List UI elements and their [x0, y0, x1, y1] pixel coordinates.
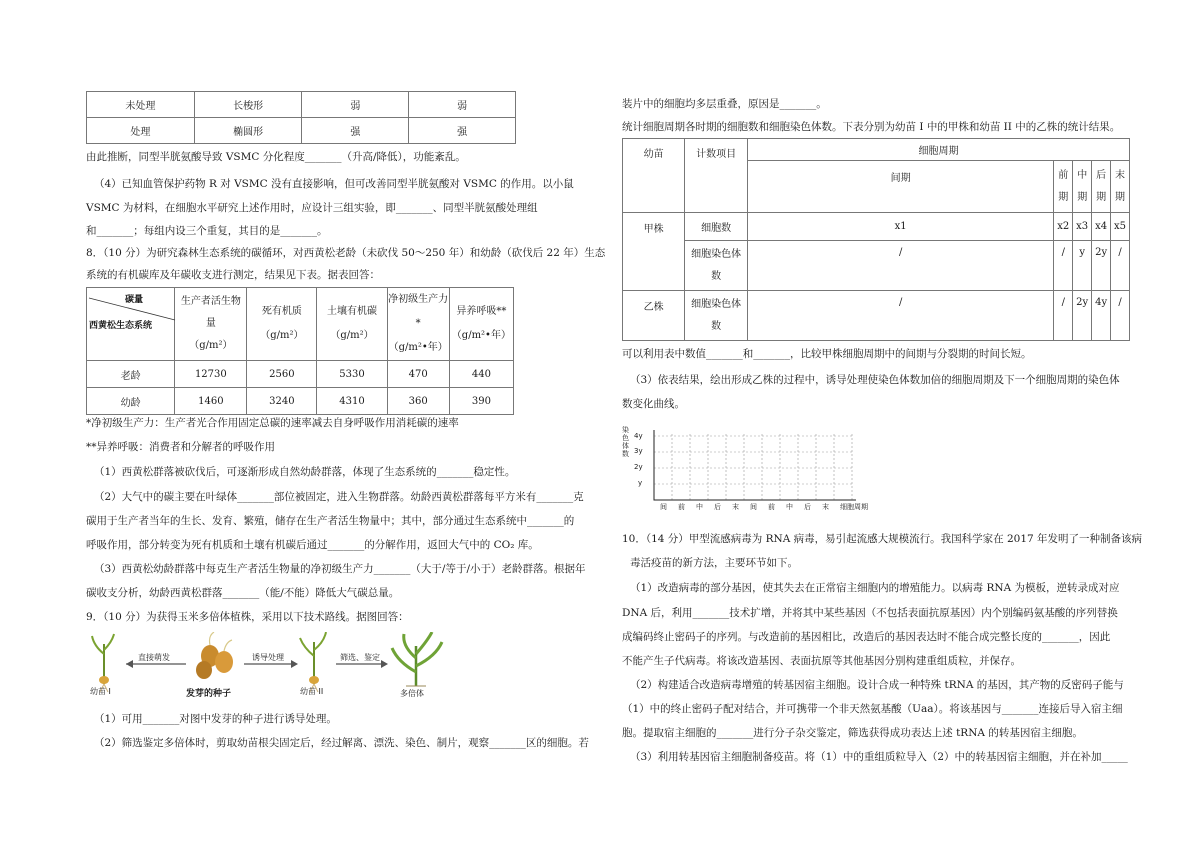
text-line: 系统的有机碳库及年碳收支进行测定，结果见下表。据表回答： [86, 269, 380, 281]
phase-cell [1092, 161, 1111, 213]
question-8-heading: 8．（10 分）为研究森林生态系统的碳循环，对西黄松老龄（未砍伐 50～250 年）和幼龄（砍伐后 22 年）生态 [86, 247, 606, 259]
value-cell: / [748, 291, 1054, 341]
table-cell: 处理 [87, 118, 195, 144]
header-text: （g/m²） [189, 340, 233, 351]
x-tick-label: 后 [714, 503, 721, 511]
x-tick-label: 末 [732, 503, 739, 511]
item-cell [685, 291, 748, 341]
header-cell [175, 288, 247, 361]
flow-label-direct: 直接萌发 [138, 653, 170, 662]
text-line: 成编码终止密码子的序列。与改造前的基因相比，改造后的基因表达时不能合成完整长度的_______，因此 [622, 631, 1111, 643]
text-line: （3）西黄松幼龄群落中每克生产者活生物量的净初级生产力_______（大于/等于/小于）老龄群落。根据年 [94, 563, 586, 575]
diag-top-label: 碳量 [125, 295, 144, 305]
header-text: （g/m²•年） [388, 342, 448, 353]
value-cell: x5 [1111, 213, 1130, 241]
text-line: （1）中的终止密码子配对结合，并可携带一个非天然氨基酸（Uaa）。将该基因与_______连接后导入宿主细 [622, 703, 1123, 715]
text-line: （1）改造病毒的部分基因，使其失去在正常宿主细胞内的增殖能力。以病毒 RNA 为模板，逆转录成对应 [630, 582, 1120, 594]
table-cell: 390 [449, 388, 513, 415]
text-line: 装片中的细胞均多层重叠，原因是_______。 [622, 98, 827, 110]
value-cell: / [748, 241, 1054, 291]
chromosome-graph [620, 422, 870, 514]
seed-label: 发芽的种子 [186, 689, 232, 699]
text-line: 呼吸作用，部分转变为死有机质和土壤有机碳后通过_______的分解作用，返回大气中的 CO₂ 库。 [86, 539, 539, 551]
table-cell: 幼龄 [87, 388, 175, 415]
text-line: 胞。提取宿主细胞的_______进行分子杂交鉴定，筛选获得成功表达上述 tRNA 的转基因宿主细胞。 [622, 727, 1083, 739]
item-cell [685, 241, 748, 291]
text-line: 数变化曲线。 [622, 398, 685, 410]
flow-label-induce: 诱导处理 [252, 653, 284, 662]
phase-label: 后期 [1096, 169, 1107, 203]
corn-flow-diagram [86, 632, 466, 698]
value-cell: 2y [1092, 241, 1111, 291]
diag-bottom-label: 西黄松生态系统 [89, 321, 153, 331]
header-cell [247, 288, 317, 361]
table-cell: 强 [302, 118, 409, 144]
text-line: （1）西黄松群落被砍伐后，可逐渐形成自然幼龄群落，体现了生态系统的_______稳定性。 [94, 466, 516, 478]
seedling-1-label: 幼苗 I [90, 687, 111, 696]
table-cell: 440 [449, 361, 513, 388]
graph-grid [620, 422, 870, 514]
phase-label: 末期 [1115, 169, 1126, 203]
seedling-2-icon [300, 632, 326, 692]
value-cell: / [1054, 291, 1073, 341]
phase-cell [1054, 161, 1073, 213]
phase-label: 前期 [1058, 169, 1069, 203]
text-line: 由此推断，同型半胱氨酸导致 VSMC 分化程度_______（升高/降低），功能紊乱。 [86, 151, 466, 163]
x-tick-label: 后 [804, 503, 811, 511]
item-cell: 细胞数 [685, 213, 748, 241]
table-cell: 360 [387, 388, 449, 415]
polyploid-label: 多倍体 [400, 689, 424, 698]
table-cell: 2560 [247, 361, 317, 388]
x-axis-label: 细胞周期 [840, 503, 868, 511]
text-line: 统计细胞周期各时期的细胞数和细胞染色体数。下表分别为幼苗 I 中的甲株和幼苗 II 中的乙株的统计结果。 [622, 121, 1121, 133]
phase-cell [1073, 161, 1092, 213]
value-cell: 2y [1073, 291, 1092, 341]
table-cell: 12730 [175, 361, 247, 388]
x-tick-label: 前 [678, 503, 685, 511]
table-cell: 5330 [317, 361, 387, 388]
value-cell: x4 [1092, 213, 1111, 241]
text-line: （2）构建适合改造病毒增殖的转基因宿主细胞。设计合成一种特殊 tRNA 的基因，其产物的反密码子能与 [630, 679, 1124, 691]
table-cell: 1460 [175, 388, 247, 415]
seedling-2-label: 幼苗 II [300, 687, 324, 696]
text-line: 可以利用表中数值_______和_______，比较甲株细胞周期中的间期与分裂期的时间长短。 [622, 348, 1032, 360]
header-text: （g/m²） [260, 330, 304, 341]
header-cell [387, 288, 449, 361]
text-line: 碳用于生产者当年的生长、发育、繁殖，储存在生产者活生物量中；其中，部分通过生态系统中_______的 [86, 515, 575, 527]
text-line: （2）大气中的碳主要在叶绿体_______部位被固定，进入生物群落。幼龄西黄松群落每平方米有_______克 [94, 491, 584, 503]
table-cell: 强 [409, 118, 516, 144]
text-line: （1）可用_______对图中发芽的种子进行诱导处理。 [94, 713, 337, 725]
table-cell: 长梭形 [194, 92, 302, 118]
text-line: （3）利用转基因宿主细胞制备疫苗。将（1）中的重组质粒导入（2）中的转基因宿主细胞，并在补加_____ [630, 751, 1128, 763]
value-cell: / [1111, 291, 1130, 341]
value-cell: y [1073, 241, 1092, 291]
header-text: 死有机质 [261, 306, 302, 317]
seeds-icon [196, 632, 233, 679]
value-cell: x1 [748, 213, 1054, 241]
y-tick-label: y [638, 479, 643, 487]
header-cell: 计数项目 [685, 139, 748, 213]
x-tick-label: 间 [750, 503, 757, 511]
x-tick-label: 中 [696, 503, 703, 511]
header-cell: 间期 [748, 161, 1054, 213]
plant-cell: 甲株 [623, 213, 685, 291]
table-cell: 弱 [409, 92, 516, 118]
header-cell [317, 288, 387, 361]
flow-label-screen: 筛选、鉴定 [340, 653, 380, 662]
seedling-1-icon [92, 634, 114, 692]
item-label: 细胞染色体数 [691, 298, 742, 332]
y-tick-label: 3y [634, 447, 643, 455]
y-tick-label: 2y [634, 463, 643, 471]
table-cell: 老龄 [87, 361, 175, 388]
header-cell [449, 288, 513, 361]
axis-lines [654, 430, 856, 500]
text-line: 和_______；每组内设三个重复，其目的是_______。 [86, 225, 328, 237]
text-line: （3）依表结果，绘出形成乙株的过程中，诱导处理使染色体数加倍的细胞周期及下一个细胞周期的染色体 [630, 374, 1120, 386]
value-cell: x2 [1054, 213, 1073, 241]
x-tick-label: 间 [660, 503, 667, 511]
item-label: 细胞染色体数 [691, 248, 742, 282]
text-line: （4）已知血管保护药物 R 对 VSMC 没有直接影响，但可改善同型半胱氨酸对 VSMC 的作用。以小鼠 [94, 178, 574, 190]
header-text: （g/m²•年） [451, 330, 511, 341]
header-text: （g/m²） [330, 330, 374, 341]
diagonal-header-cell [87, 288, 175, 361]
header-text: 生产者活生物 [180, 296, 241, 307]
table-cell: 未处理 [87, 92, 195, 118]
table-cell: 3240 [247, 388, 317, 415]
text-line: VSMC 为材料，在细胞水平研究上述作用时，应设计三组实验，即_______、同型半胱氨酸处理组 [86, 202, 538, 214]
footnote: *净初级生产力：生产者光合作用固定总碳的速率减去自身呼吸作用消耗碳的速率 [86, 417, 459, 429]
plant-cell: 乙株 [623, 291, 685, 341]
table-cell: 470 [387, 361, 449, 388]
phase-label: 中期 [1077, 169, 1088, 203]
question-10-heading: 10．（14 分）甲型流感病毒为 RNA 病毒，易引起流感大规模流行。我国科学家在 2017 年发明了一种制备该病 [622, 533, 1143, 545]
value-cell: / [1111, 241, 1130, 291]
phase-cell [1111, 161, 1130, 213]
text-line: 不能产生子代病毒。将该改造基因、表面抗原等其他基因分别构建重组质粒，并保存。 [622, 655, 1021, 667]
footnote: **异养呼吸：消费者和分解者的呼吸作用 [86, 441, 275, 453]
text-line: （2）筛选鉴定多倍体时，剪取幼苗根尖固定后，经过解离、漂洗、染色、制片，观察_______区的细胞。若 [94, 737, 589, 749]
table-cell: 椭圆形 [194, 118, 302, 144]
table-cell: 4310 [317, 388, 387, 415]
header-text: 土壤有机碳 [327, 306, 377, 317]
x-tick-label: 末 [822, 503, 829, 511]
value-cell: x3 [1073, 213, 1092, 241]
polyploid-plant-icon [392, 632, 442, 686]
text-line: 毒活疫苗的新方法，主要环节如下。 [630, 557, 798, 569]
x-tick-label: 中 [786, 503, 793, 511]
carbon-table [86, 287, 514, 415]
question-9-heading: 9．（10 分）为获得玉米多倍体植株，采用以下技术路线。据图回答： [86, 611, 409, 623]
value-cell: / [1054, 241, 1073, 291]
header-cell: 细胞周期 [748, 139, 1130, 161]
header-cell: 幼苗 [623, 139, 685, 213]
header-text: 量 [205, 318, 216, 329]
header-text: 异养呼吸** [456, 306, 507, 317]
header-text: 净初级生产力* [388, 294, 449, 329]
x-tick-label: 前 [768, 503, 775, 511]
treatment-table [86, 91, 516, 144]
table-cell: 弱 [302, 92, 409, 118]
y-axis-label: 染色体数 [622, 426, 629, 458]
cell-cycle-table [622, 138, 1130, 341]
text-line: 碳收支分析，幼龄西黄松群落_______（能/不能）降低大气碳总量。 [86, 587, 400, 599]
value-cell: 4y [1092, 291, 1111, 341]
y-tick-label: 4y [634, 432, 643, 440]
text-line: DNA 后，利用_______技术扩增，并将其中某些基因（不包括表面抗原基因）内个别编码氨基酸的序列替换 [622, 607, 1118, 619]
